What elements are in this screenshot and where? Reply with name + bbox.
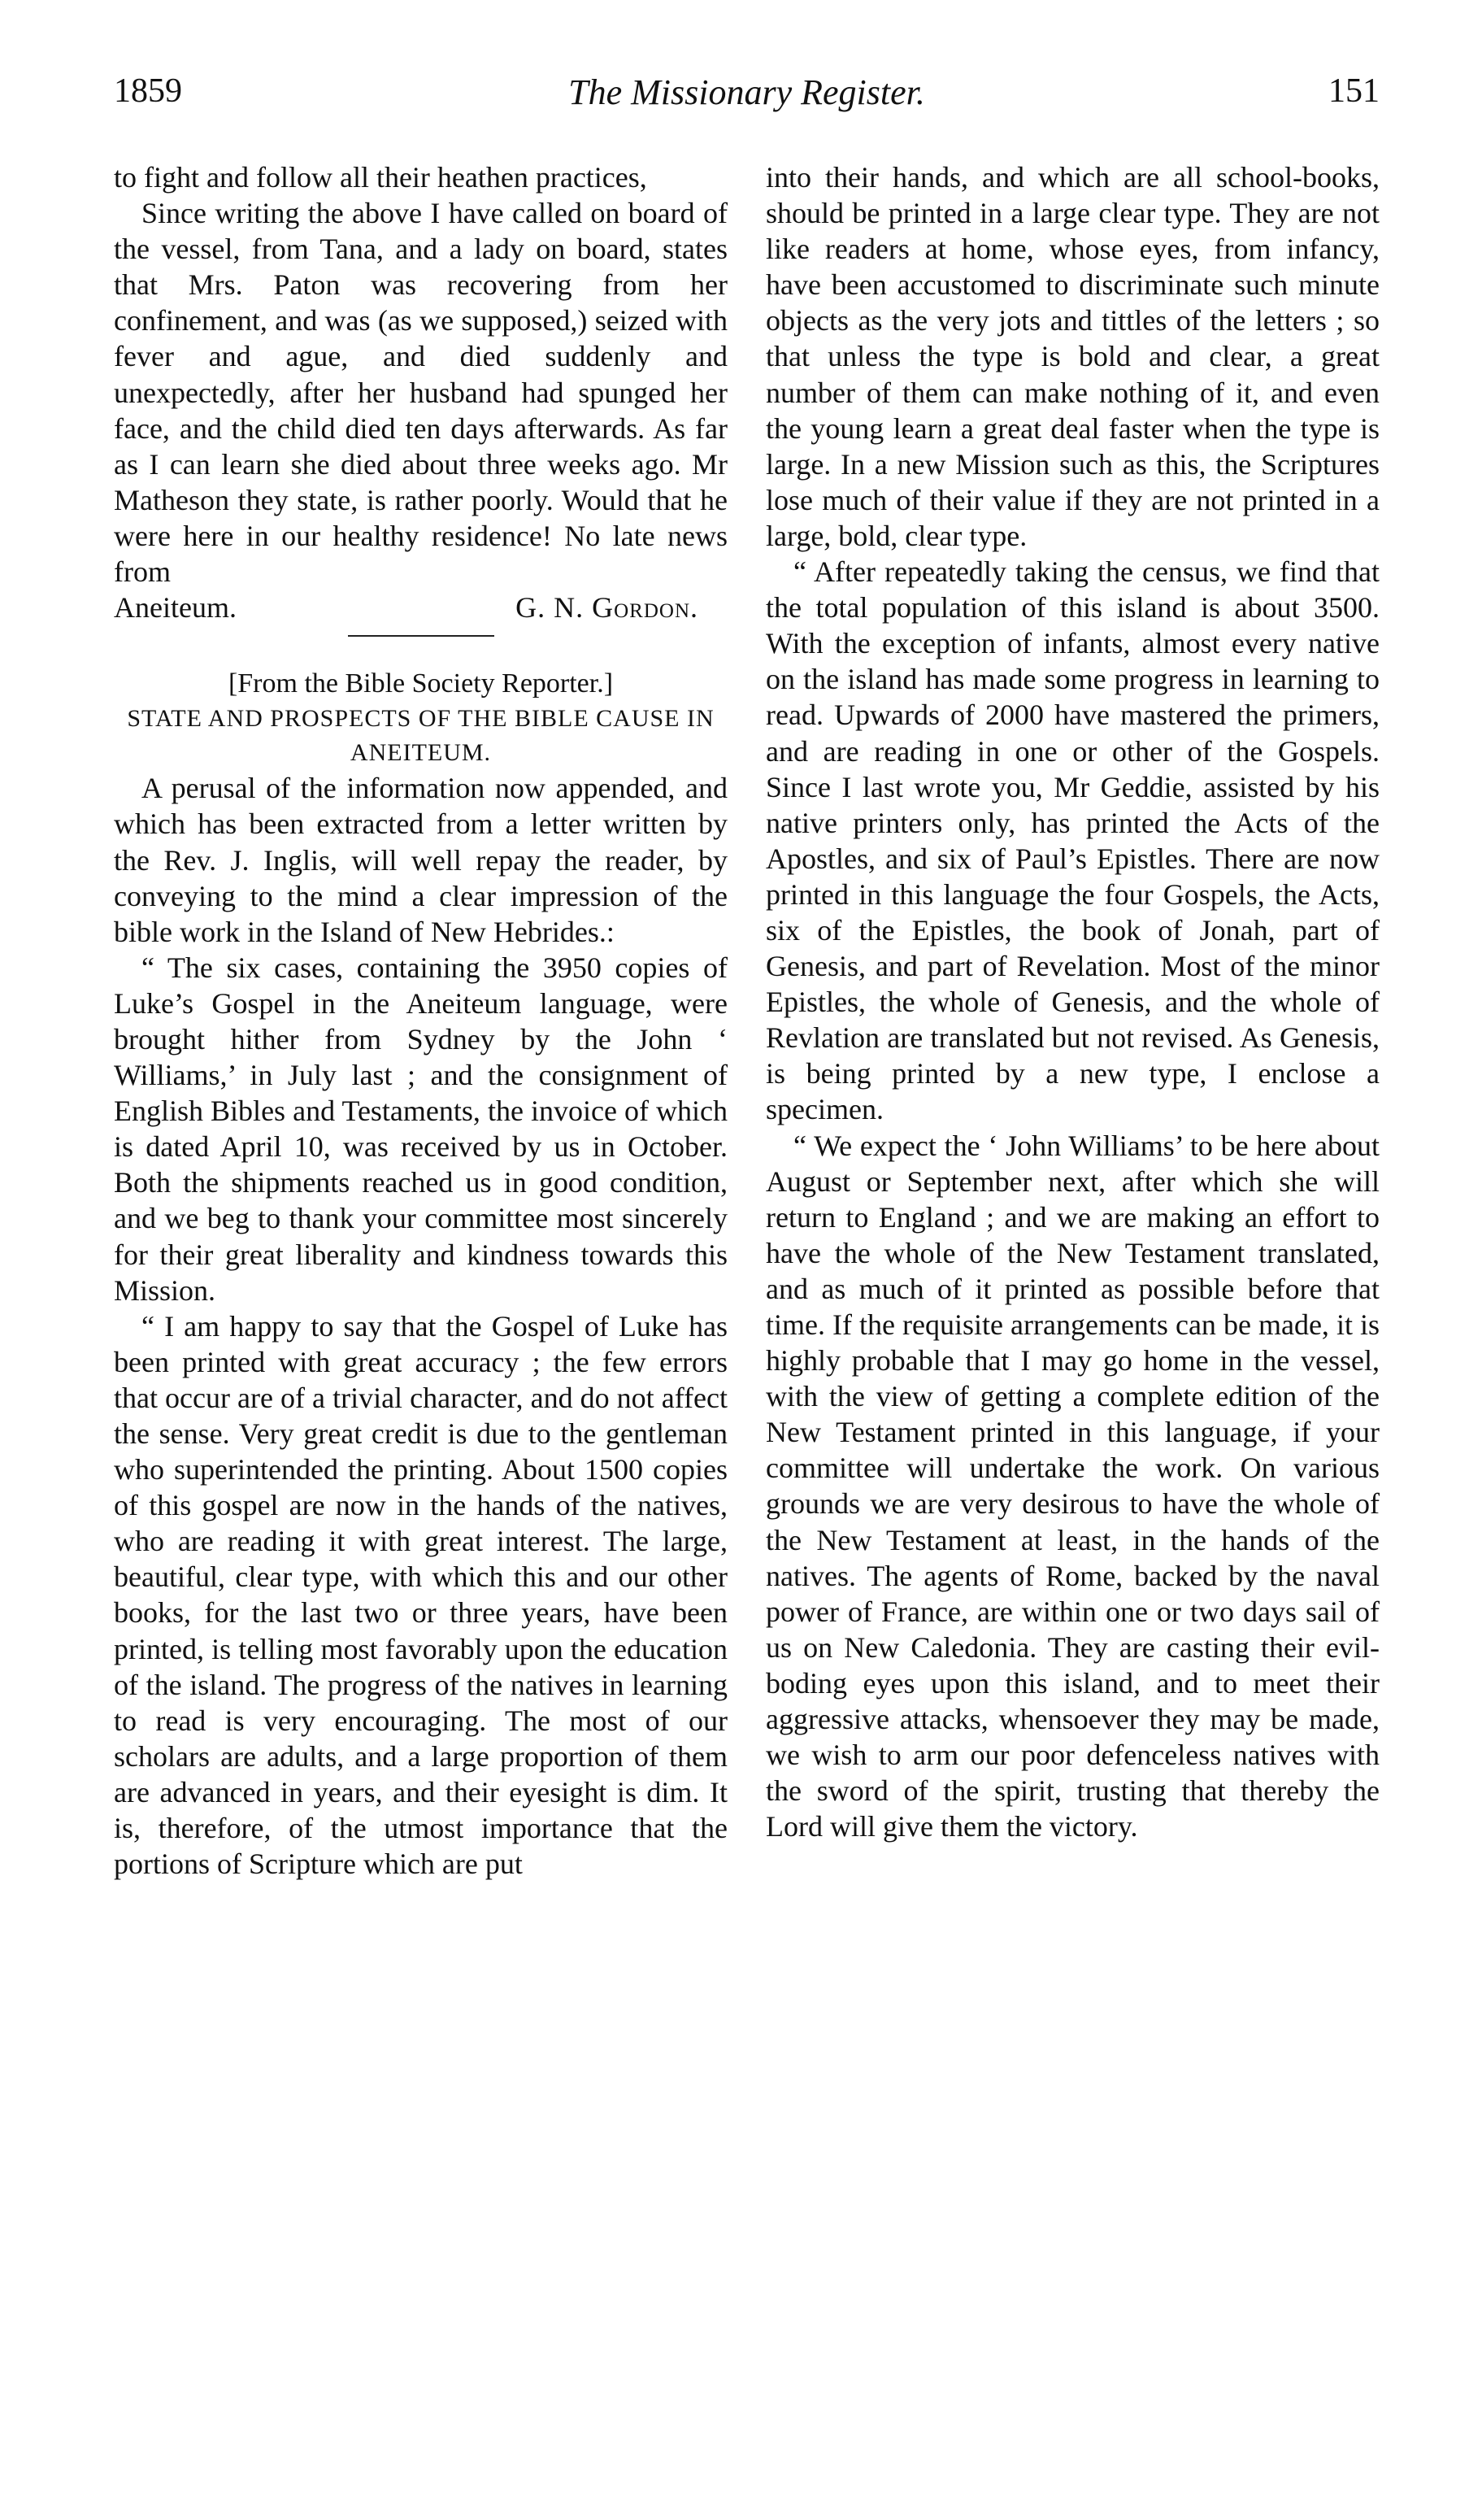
- paragraph: into their hands, and which are all school-books, should be printed in a large clear type. They are not like readers at home, whose eyes, from infancy, have been accustomed to discriminate such minute objects as the very jots and tittles of the letters ; so that unless the type is bold and clear, a great number of them can make nothing of it, and even the young learn a great deal faster when the type is large. In a new Mission such as this, the Scriptures lose much of their value if they are not printed in a large, bold, clear type.: [766, 161, 1380, 552]
- section-heading: STATE AND PROSPECTS OF THE BIBLE CAUSE IN ANEITEUM.: [127, 705, 715, 767]
- paragraph: “ The six cases, containing the 3950 copies of Luke’s Gospel in the Aneiteum language, were brought hither from Sydney by the John ‘ Williams,’ in July last ; and the consignment of English Bibles and Testaments, the invoice of which is dated April 10, was received by us in October. Both the shipments reached us in good condition, and we beg to thank your committee most sincerely for their great liberality and kindness towards this Mission.: [114, 951, 728, 1307]
- paragraph: “ After repeatedly taking the census, we find that the total population of this island is about 3500. With the exception of infants, almost every native on the island has made some progress in learning to read. Upwards of 2000 have mastered the primers, and are reading in one or other of the Gospels. Since I last wrote you, Mr Geddie, assisted by his native printers only, has printed the Acts of the Apostles, and six of Paul’s Epistles. There are now printed in this language the four Gospels, the Acts, six of the Epistles, the book of Jonah, part of Genesis, and part of Revelation. Most of the minor Epistles, the whole of Genesis, and the whole of Revlation are translated but not revised. As Genesis, is being printed by a new type, I enclose a specimen.: [766, 555, 1380, 1126]
- section-divider: [348, 635, 494, 637]
- page-year: 1859: [114, 72, 182, 110]
- paragraph: Since writing the above I have called on board of the vessel, from Tana, and a lady on board, states that Mrs. Paton was recovering from her confinement, and was (as we supposed,) seized with fever and ague, and died suddenly and unexpectedly, after her husband had spunged her face, and the child died ten days afterwards. As far as I can learn she died about three weeks ago. Mr Matheson they state, is rather poorly. Would that he were here in our healthy residence! No late news from: [114, 197, 728, 589]
- paragraph: to fight and follow all their heathen practices,: [114, 161, 647, 194]
- signoff-line: [114, 590, 728, 625]
- page-number: 151: [1328, 72, 1380, 110]
- paragraph: “ I am happy to say that the Gospel of Luke has been printed with great accuracy ; the few errors that occur are of a trivial character, and do not affect the sense. Very great credit is due to the gentleman who superintended the printing. About 1500 copies of this gospel are now in the hands of the natives, who are reading it with great interest. The large, beautiful, clear type, with which this and our other books, for the last two or three years, have been printed, is telling most favorably upon the education of the island. The progress of the natives in learning to read is very encouraging. The most of our scholars are adults, and a large proportion of them are advanced in years, and their eyesight is dim. It is, therefore, of the utmost importance that the portions of Scripture which are put: [114, 1309, 728, 1881]
- right-column: [766, 159, 1380, 1882]
- signoff-place: Aneiteum.: [114, 591, 237, 625]
- signature: G. N. Gordon.: [515, 591, 698, 625]
- paragraph: A perusal of the information now appended, and which has been extracted from a letter written by the Rev. J. Inglis, will well repay the reader, by conveying to the mind a clear impression of the bible work in the Island of New Hebrides.:: [114, 772, 728, 948]
- page-header: [114, 65, 1380, 130]
- running-title: The Missionary Register.: [568, 72, 925, 112]
- text-columns: [114, 159, 1380, 1882]
- left-column: [114, 159, 728, 1882]
- source-note: [From the Bible Society Reporter.]: [228, 668, 614, 699]
- paragraph: “ We expect the ‘ John Williams’ to be here about August or September next, after which she will return to England ; and we are making an effort to have the whole of the New Testament translated, and as much of it printed as possible before that time. If the requisite arrangements can be made, it is highly probable that I may go home in the vessel, with the view of getting a complete edition of the New Testament printed in this language, if your committee will undertake the work. On various grounds we are very desirous to have the whole of the New Testament at least, in the hands of the natives. The agents of Rome, backed by the naval power of France, are within one or two days sail of us on New Caledonia. They are casting their evil-boding eyes upon this island, and to meet their aggressive attacks, whensoever they may be made, we wish to arm our poor defenceless natives with the sword of the spirit, trusting that thereby the Lord will give them the victory.: [766, 1129, 1380, 1843]
